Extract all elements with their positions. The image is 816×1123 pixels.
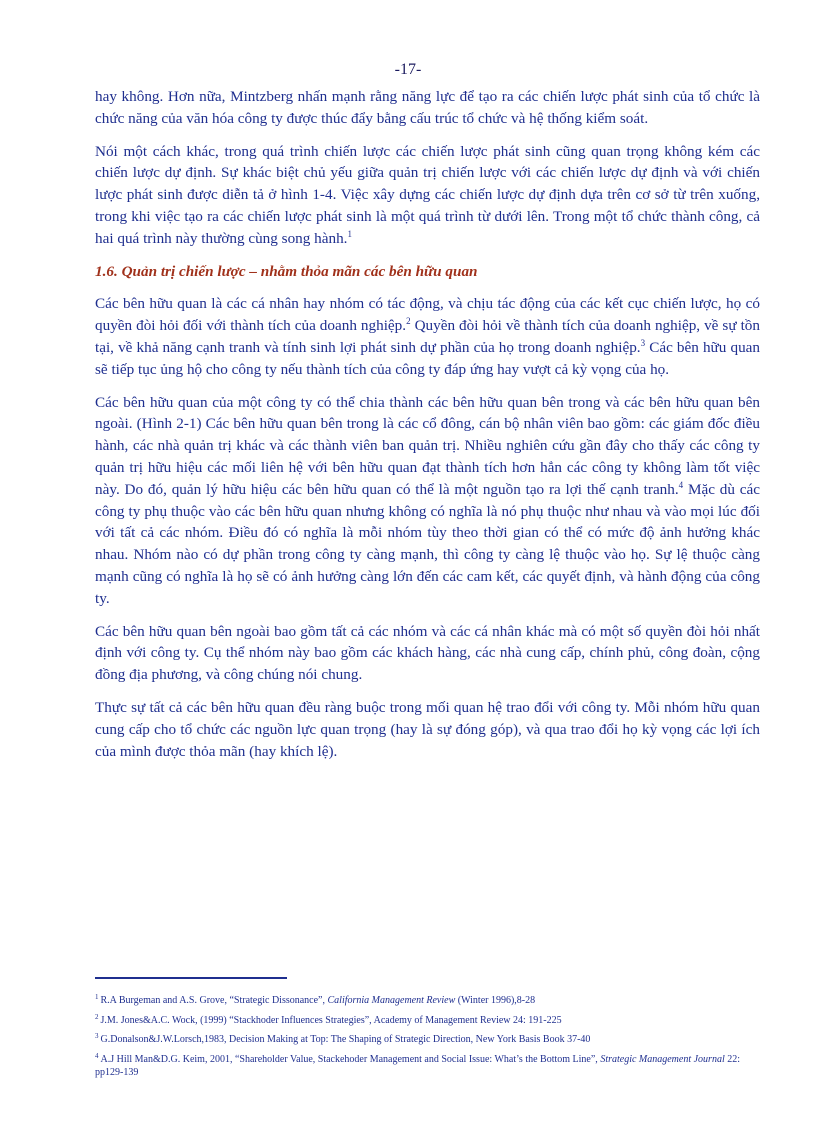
paragraph-3-text-c: Các bên hữu quan sẽ tiếp tục ủng hộ cho công ty nếu thành tích của công ty đáp ứng hay vượt cả kỳ vọng của họ. bbox=[95, 338, 760, 378]
footnote-separator bbox=[95, 977, 287, 979]
footnote-2-number: 2 bbox=[95, 1012, 99, 1021]
paragraph-4-text-a: Các bên hữu quan của một công ty có thể chia thành các bên hữu quan bên trong và các bên hữu quan bên ngoài. (Hình 2-1) Các bên hữu quan bên trong là các cổ đông, cán bộ nhân viên bao gồm: các giám đốc điều hành, các nhà quản trị khác và các thành viên ban quản trị. Nhiều nghiên cứu gần đây cho thấy các công ty quản trị hữu hiệu các mối liên hệ với bên hữu quan đạt thành tích hơn hẳn các công ty không làm tốt việc này. Do đó, quản lý hữu hiệu các bên hữu quan có thể là một nguồn tạo ra lợi thế cạnh tranh. bbox=[95, 393, 760, 498]
footnotes bbox=[95, 994, 762, 1085]
footnote-1 bbox=[95, 994, 762, 1007]
footnote-2 bbox=[95, 1014, 762, 1027]
paragraph-3 bbox=[95, 293, 760, 380]
footnote-1-text-b: (Winter 1996),8-28 bbox=[455, 995, 536, 1006]
page-number: -17- bbox=[394, 61, 422, 78]
paragraph-5: Các bên hữu quan bên ngoài bao gồm tất cả các nhóm và các cá nhân khác mà có một số quyền đòi hỏi nhất định với công ty. Cụ thể nhóm này bao gồm các khách hàng, các nhà cung cấp, chính phủ, công đoàn, cộng đồng địa phương, và công chúng nói chung. bbox=[95, 622, 760, 684]
section-heading: 1.6. Quản trị chiến lược – nhằm thỏa mãn các bên hữu quan bbox=[95, 262, 478, 280]
footnote-4 bbox=[95, 1053, 762, 1079]
footnote-ref-3[interactable]: 3 bbox=[640, 337, 646, 348]
paragraph-1: hay không. Hơn nữa, Mintzberg nhấn mạnh rằng năng lực để tạo ra các chiến lược phát sinh của tổ chức là chức năng của văn hóa công ty được thúc đẩy bằng cấu trúc tổ chức và hệ thống kiểm soát. bbox=[95, 88, 760, 127]
footnote-3 bbox=[95, 1033, 762, 1046]
footnote-ref-2[interactable]: 2 bbox=[406, 316, 411, 327]
footnote-ref-1[interactable]: 1 bbox=[347, 228, 352, 239]
paragraph-2 bbox=[95, 141, 760, 250]
paragraph-4-text-b: Mặc dù các công ty phụ thuộc vào các bên hữu quan nhưng không có nghĩa là nó phụ thuộc như nhau và vào mọi lúc đối với tất cả các nhóm. Điều đó có nghĩa là mỗi nhóm tùy theo thời gian có thể có mức độ ảnh hưởng khác nhau. Nhóm nào có dự phần trong công ty càng mạnh, thì công ty càng lệ thuộc vào họ. Sự lệ thuộc càng mạnh cũng có nghĩa là họ sẽ có ảnh hưởng càng lớn đến các cam kết, các quyết định, và hành động của công ty. bbox=[95, 480, 760, 607]
paragraph-2-text: Nói một cách khác, trong quá trình chiến lược các chiến lược phát sinh cũng quan trọng không kém các chiến lược dự định. Sự khác biệt chủ yếu giữa quản trị chiến lược với các chiến lược dự định và với chiến lược phát sinh được diễn tả ở hình 1-4. Việc xây dựng các chiến lược dự định dựa trên cơ sở từ trên xuống, trong khi việc tạo ra các chiến lược phát sinh là một quá trình từ dưới lên. Trong một tổ chức thành công, cả hai quá trình này thường cùng song hành. bbox=[95, 142, 760, 247]
body-text bbox=[95, 86, 760, 773]
footnote-1-journal: California Management Review bbox=[327, 995, 456, 1006]
paragraph-3-text-b: Quyền đòi hỏi về thành tích của doanh nghiệp, về sự tồn tại, về khả năng cạnh tranh và tính sinh lợi phát sinh dự phần của họ trong doanh nghiệp. bbox=[95, 317, 760, 356]
footnote-2-text: J.M. Jones&A.C. Wock, (1999) “Stackhoder Influences Strategies”, Academy of Management Review 24: 191-225 bbox=[100, 1014, 562, 1026]
paragraph-3-text-a: Các bên hữu quan là các cá nhân hay nhóm có tác động, và chịu tác động của các kết cục chiến lược, họ có quyền đòi hỏi đối với thành tích của doanh nghiệp. bbox=[95, 295, 760, 335]
paragraph-4 bbox=[95, 392, 760, 610]
footnote-4-number: 4 bbox=[95, 1051, 99, 1060]
paragraph-6: Thực sự tất cả các bên hữu quan đều ràng buộc trong mối quan hệ trao đổi với công ty. Mỗi nhóm hữu quan cung cấp cho tổ chức các nguồn lực quan trọng (hay là sự đóng góp), và qua trao đổi họ kỳ vọng các lợi ích của mình được thỏa mãn (hay khích lệ). bbox=[95, 698, 760, 760]
footnote-4-text-a: A.J Hill Man&D.G. Keim, 2001, “Shareholder Value, Stackehoder Management and Social Issue: What’s the Bottom Line”, bbox=[100, 1053, 601, 1065]
footnote-1-number: 1 bbox=[95, 993, 99, 1001]
footnote-4-journal: Strategic Management Journal bbox=[600, 1053, 725, 1065]
footnote-4-text-b: 22: pp129-139 bbox=[95, 1053, 741, 1078]
footnote-ref-4[interactable]: 4 bbox=[678, 479, 684, 490]
footnote-3-number: 3 bbox=[95, 1032, 99, 1040]
footnote-3-text: G.Donalson&J.W.Lorsch,1983, Decision Making at Top: The Shaping of Strategic Direction, New York Basis Book 37-40 bbox=[100, 1034, 591, 1045]
footnote-1-text-a: R.A Burgeman and A.S. Grove, “Strategic Dissonance”, bbox=[100, 995, 328, 1006]
